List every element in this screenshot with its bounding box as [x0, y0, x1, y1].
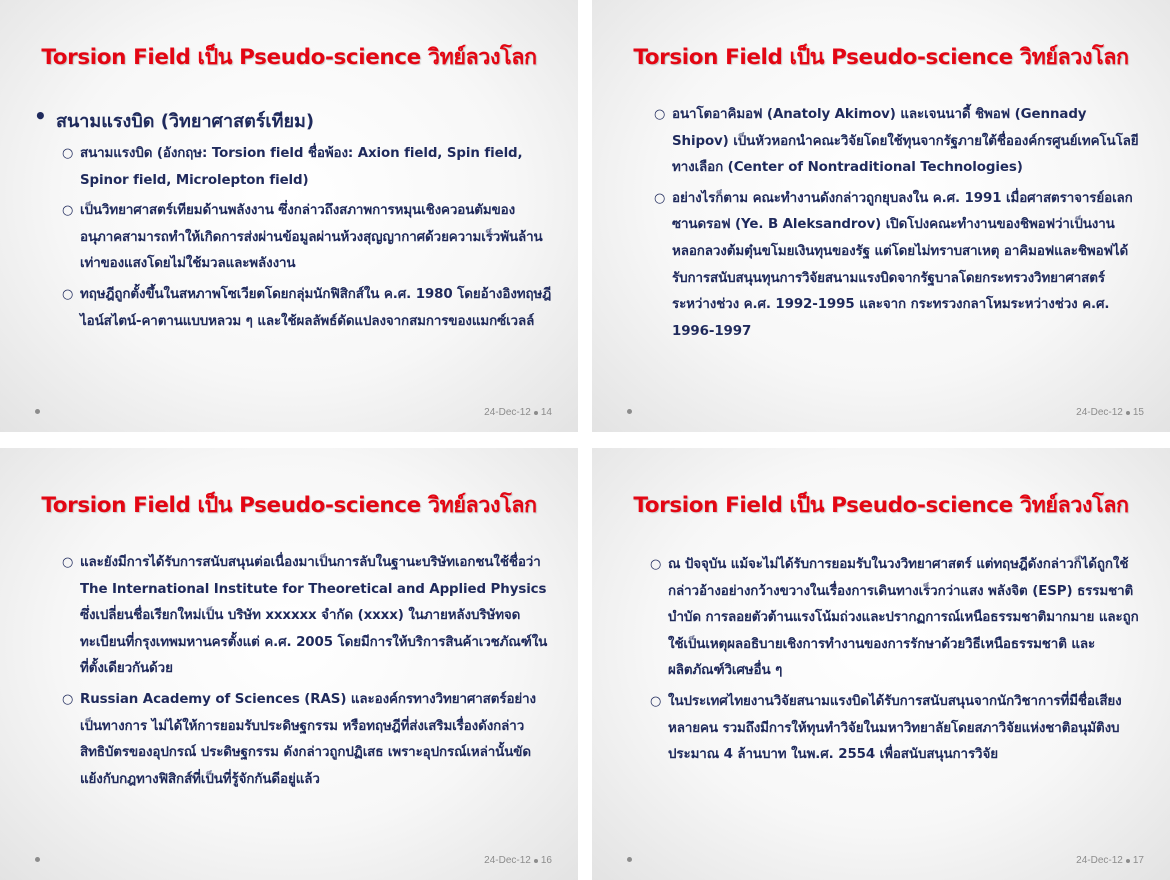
slide-body: [650, 552, 1142, 773]
bullet-circle-icon: ○: [654, 190, 666, 206]
separator-dot-icon: [534, 859, 538, 863]
slide-date: 24-Dec-12: [1076, 407, 1123, 418]
slide-title: Torsion Field เป็น Pseudo-science วิทย์ลวงโลก: [41, 45, 537, 70]
list-item-text: เป็นวิทยาศาสตร์เทียมด้านพลังงาน ซึ่งกล่าวถึงสภาพการหมุนเชิงควอนตัมของอนุภาคสามารถทำให้เกิดการส่งผ่านข้อมูลผ่านห้วงสุญญากาศด้วยความเร็วพันล้านเท่าของแสงโดยไม่ใช้มวลและพลังงาน: [80, 203, 543, 272]
slide-16: [0, 448, 578, 880]
list-item: [650, 689, 1142, 769]
heading-bullet: [34, 106, 554, 135]
slide-title: Torsion Field เป็น Pseudo-science วิทย์ลวงโลก: [41, 493, 537, 518]
heading-text: สนามแรงบิด (วิทยาศาสตร์เทียม): [56, 111, 315, 132]
bullet-dot-icon: •: [34, 104, 47, 128]
slide-number: 17: [1132, 855, 1144, 866]
slide-number: 14: [540, 407, 552, 418]
slide-date: 24-Dec-12: [484, 407, 531, 418]
slide-14: [0, 0, 578, 432]
corner-dot-icon: [627, 857, 632, 862]
slide-body: [62, 550, 548, 797]
bullet-circle-icon: ○: [650, 557, 662, 572]
slide-footer: [484, 855, 552, 866]
slide-date: 24-Dec-12: [1076, 855, 1123, 866]
slide-date: 24-Dec-12: [484, 855, 531, 866]
slide-body: [654, 102, 1140, 349]
list-item-text: ในประเทศไทยงานวิจัยสนามแรงบิดได้รับการสนับสนุนจากนักวิชาการที่มีชื่อเสียงหลายคน รวมถึงมีการให้ทุนทำวิจัยในมหาวิทยาลัยโดยสภาวิจัยแห่งชาติอนุมัติงบประมาณ 4 ล้านบาท ในพ.ศ. 2554 เพื่อสนับสนุนการวิจัย: [668, 693, 1122, 763]
bullet-circle-icon: ○: [654, 107, 666, 122]
list-item: [62, 141, 554, 194]
list-item: [62, 282, 554, 335]
list-item-text: อย่างไรก็ตาม คณะทำงานดังกล่าวถูกยุบลงใน ค.ศ. 1991 เมื่อศาสตราจารย์อเลกซานดรอฟ (Ye. B Aleksandrov) เปิดโปงคณะทำงานของชิพอฟว่าเป็นงานหลอกลวงต้มตุ๋นขโมยเงินทุนของรัฐ แต่โดยไม่ทราบสาเหตุ อาคิมอฟและชิพอฟได้รับการสนับสนุนทุนการวิจัยสนามแรงบิดจากรัฐบาลโดยกระทรวงวิทยาศาสตร์ระหว่างช่วง ค.ศ. 1992-1995 และจาก กระทรวงกลาโหมระหว่างช่วง ค.ศ. 1996-1997: [672, 190, 1133, 339]
list-item: [650, 552, 1142, 685]
corner-dot-icon: [35, 409, 40, 414]
bullet-circle-icon: ○: [62, 286, 74, 302]
slide-title: Torsion Field เป็น Pseudo-science วิทย์ลวงโลก: [633, 493, 1129, 518]
slide-title: Torsion Field เป็น Pseudo-science วิทย์ลวงโลก: [633, 45, 1129, 70]
list-item: [62, 198, 554, 278]
list-item-text: อนาโตอาคิมอฟ (Anatoly Akimov) และเจนนาดี้ ชิพอฟ (Gennady Shipov) เป็นหัวหอกนำคณะวิจัยโดยใช้ทุนจากรัฐภายใต้ชื่อองค์กรศูนย์เทคโนโลยีทางเลือก (Center of Nontraditional Technologies): [672, 107, 1139, 176]
list-item-text: Russian Academy of Sciences (RAS) และองค์กรทางวิทยาศาสตร์อย่างเป็นทางการ ไม่ได้ให้การยอมรับประดิษฐกรรม หรือทฤษฎีที่ส่งเสริมเรื่องดังกล่าว สิทธิบัตรของอุปกรณ์ ประดิษฐกรรม ดังกล่าวถูกปฏิเสธ เพราะอุปกรณ์เหล่านั้นขัดแย้งกับกฎทางฟิสิกส์ที่เป็นที่รู้จักกันดีอยู่แล้ว: [80, 691, 536, 787]
slide-footer: [484, 407, 552, 418]
slide-number: 16: [540, 855, 552, 866]
bullet-circle-icon: ○: [62, 146, 74, 161]
list-item: [62, 687, 548, 793]
bullet-circle-icon: ○: [62, 555, 74, 570]
separator-dot-icon: [534, 411, 538, 415]
list-item: [654, 102, 1140, 182]
separator-dot-icon: [1126, 859, 1130, 863]
list-item: [654, 186, 1140, 346]
separator-dot-icon: [1126, 411, 1130, 415]
list-item-text: ณ ปัจจุบัน แม้จะไม่ได้รับการยอมรับในวงวิทยาศาสตร์ แต่ทฤษฎีดังกล่าวก็ได้ถูกใช้กล่าวอ้างอย่างกว้างขวางในเรื่องการเดินทางเร็วกว่าแสง พลังจิต (ESP) ธรรมชาติบำบัด การลอยตัวต้านแรงโน้มถ่วงและปรากฏการณ์เหนือธรรมชาติมากมาย และถูกใช้เป็นเหตุผลอธิบายเชิงการทำงานของการรักษาด้วยวิธีเหนือธรรมชาติ และผลิตภัณฑ์วิเศษอื่น ๆ: [668, 557, 1139, 679]
bullet-circle-icon: ○: [62, 203, 74, 219]
slide-footer: [1076, 855, 1144, 866]
slide-17: [592, 448, 1170, 880]
slide-body: [34, 106, 554, 339]
corner-dot-icon: [35, 857, 40, 862]
corner-dot-icon: [627, 409, 632, 414]
list-item-text: ทฤษฎีถูกตั้งขึ้นในสหภาพโซเวียตโดยกลุ่มนักฟิสิกส์ใน ค.ศ. 1980 โดยอ้างอิงทฤษฎีไอน์สไตน์-คาตานแบบหลวม ๆ และใช้ผลลัพธ์ดัดแปลงจากสมการของแมกซ์เวลล์: [80, 286, 552, 329]
list-item: [62, 550, 548, 683]
list-item-text: สนามแรงบิด (อังกฤษ: Torsion field ชื่อพ้อง: Axion field, Spin field, Spinor field, Microlepton field): [80, 146, 523, 188]
bullet-circle-icon: ○: [650, 693, 662, 709]
slide-number: 15: [1132, 407, 1144, 418]
slide-footer: [1076, 407, 1144, 418]
bullet-circle-icon: ○: [62, 691, 74, 707]
list-item-text: และยังมีการได้รับการสนับสนุนต่อเนื่องมาเป็นการลับในฐานะบริษัทเอกชนใช้ชื่อว่า The International Institute for Theoretical and Applied Physics ซึ่งเปลี่ยนชื่อเรียกใหม่เป็น บริษัท xxxxxx จำกัด (xxxx) ในภายหลังบริษัทจดทะเบียนที่กรุงเทพมหานครตั้งแต่ ค.ศ. 2005 โดยมีการให้บริการสินค้าเวชภัณฑ์ในที่ตั้งเดียวกันด้วย: [80, 555, 548, 677]
slide-15: [592, 0, 1170, 432]
